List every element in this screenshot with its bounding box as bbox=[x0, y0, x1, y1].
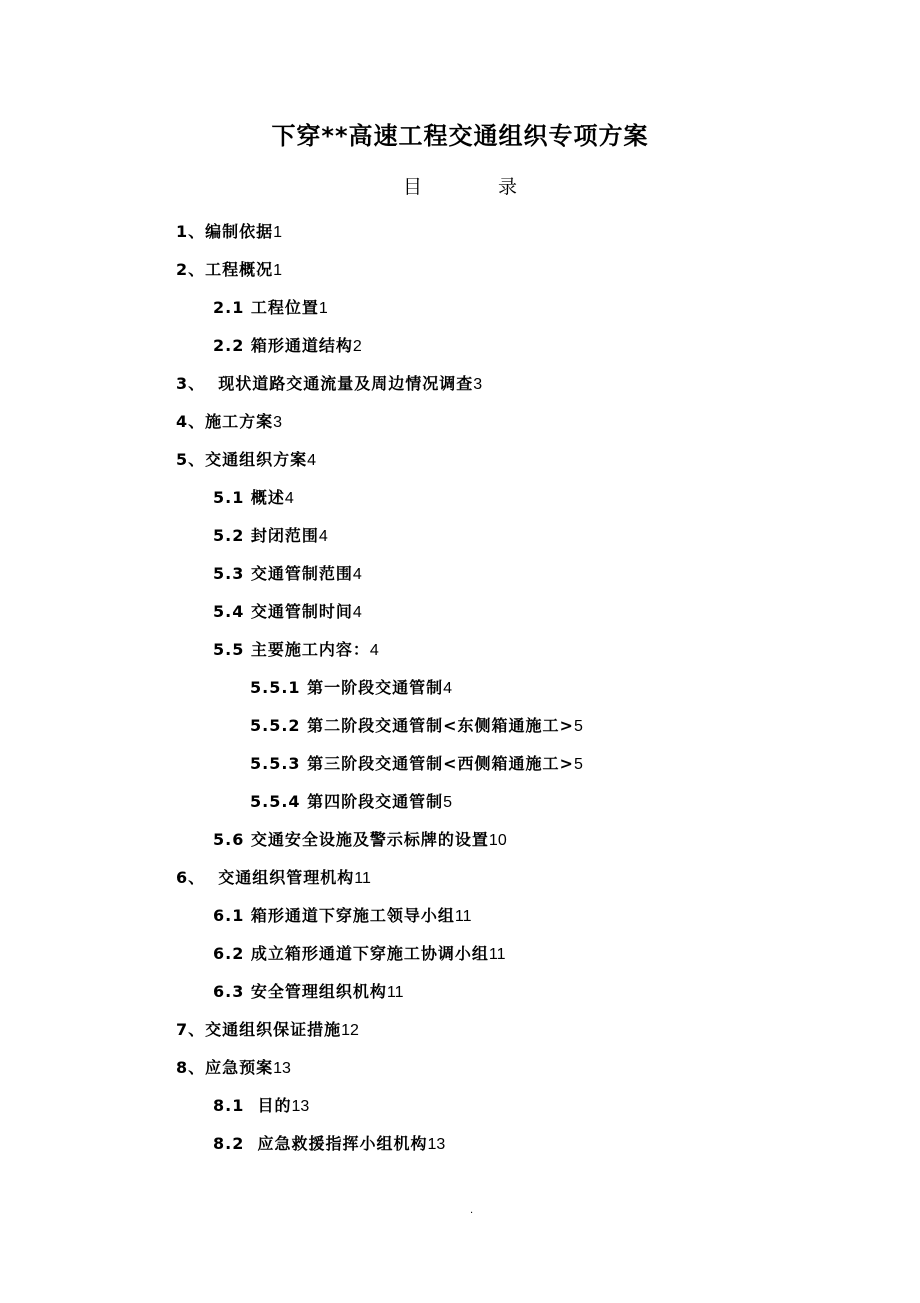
toc-entry[interactable] bbox=[0, 369, 920, 407]
toc-entry-title: 交通安全设施及警示标牌的设置 bbox=[244, 830, 489, 849]
toc-entry-page: 10 bbox=[488, 832, 507, 849]
toc-entry-page: 4 bbox=[352, 566, 362, 583]
toc-entry-page: 4 bbox=[307, 452, 317, 469]
toc-entry-number: 6.2 bbox=[213, 944, 245, 963]
toc-entry-title: 工程位置 bbox=[244, 298, 319, 317]
toc-entry[interactable] bbox=[0, 635, 920, 673]
toc-entry-title: 第一阶段交通管制 bbox=[300, 678, 444, 697]
toc-entry[interactable] bbox=[0, 407, 920, 445]
toc-entry-title: 概述 bbox=[244, 488, 285, 507]
toc-entry[interactable] bbox=[0, 977, 920, 1015]
toc-entry-number: 7、 bbox=[176, 1020, 206, 1039]
toc-entry-page: 1 bbox=[273, 224, 283, 241]
toc-entry[interactable] bbox=[0, 597, 920, 635]
toc-entry[interactable] bbox=[0, 255, 920, 293]
toc-entry-number: 5.2 bbox=[213, 526, 245, 545]
toc-entry-title: 应急救援指挥小组机构 bbox=[244, 1134, 428, 1153]
toc-entry[interactable] bbox=[0, 1129, 920, 1167]
toc-entry-page: 4 bbox=[443, 680, 453, 697]
toc-entry-page: 3 bbox=[273, 414, 283, 431]
toc-entry[interactable] bbox=[0, 863, 920, 901]
toc-entry-number: 6.3 bbox=[213, 982, 245, 1001]
toc-entry[interactable] bbox=[0, 939, 920, 977]
toc-entry[interactable] bbox=[0, 673, 920, 711]
toc-entry-number: 5.5 bbox=[213, 640, 245, 659]
toc-entry-number: 5.5.4 bbox=[250, 792, 301, 811]
toc-heading-char-2: 录 bbox=[498, 176, 518, 198]
toc-entry[interactable] bbox=[0, 1091, 920, 1129]
toc-entry-number: 4、 bbox=[176, 412, 206, 431]
toc-heading-char-1: 目 bbox=[402, 176, 422, 198]
toc-entry-number: 6、 bbox=[176, 868, 206, 887]
toc-entry-title: 施工方案 bbox=[205, 412, 274, 431]
toc-entry-number: 2.2 bbox=[213, 336, 245, 355]
toc-entry-title: 交通组织方案 bbox=[205, 450, 308, 469]
toc-entry-title: 交通组织保证措施 bbox=[205, 1020, 342, 1039]
footer-mark: . bbox=[470, 1205, 474, 1216]
toc-entry-title: 第四阶段交通管制 bbox=[300, 792, 444, 811]
toc-entry[interactable] bbox=[0, 901, 920, 939]
toc-entry-page: 4 bbox=[318, 528, 328, 545]
toc-entry-page: 12 bbox=[341, 1022, 359, 1039]
toc-entry-title: 编制依据 bbox=[205, 222, 274, 241]
toc-entry-page: 2 bbox=[352, 338, 362, 355]
toc-entry-title: 现状道路交通流量及周边情况调查 bbox=[205, 374, 474, 393]
toc-entry-page: 5 bbox=[443, 794, 453, 811]
toc-entry-number: 8.1 bbox=[213, 1096, 245, 1115]
toc-entry-page: 11 bbox=[488, 946, 506, 963]
toc-entry-page: 4 bbox=[284, 490, 294, 507]
toc-entry[interactable] bbox=[0, 445, 920, 483]
toc-entry-page: 11 bbox=[354, 870, 371, 887]
toc-entry-title: 应急预案 bbox=[205, 1058, 274, 1077]
toc-entry-title: 交通管制范围 bbox=[244, 564, 353, 583]
toc-entry-number: 2、 bbox=[176, 260, 206, 279]
toc-entry-page: 11 bbox=[386, 984, 404, 1001]
toc-entry[interactable] bbox=[0, 521, 920, 559]
toc-entry-number: 5.5.3 bbox=[250, 754, 301, 773]
toc-entry-number: 6.1 bbox=[213, 906, 245, 925]
toc-entry[interactable] bbox=[0, 787, 920, 825]
toc-entry-page: 13 bbox=[291, 1098, 310, 1115]
toc-entry-number: 1、 bbox=[176, 222, 206, 241]
toc-entry[interactable] bbox=[0, 483, 920, 521]
toc-list bbox=[0, 217, 920, 1167]
toc-entry-page: 3 bbox=[473, 376, 483, 393]
toc-entry-title: 第三阶段交通管制<西侧箱通施工> bbox=[300, 754, 574, 773]
toc-entry-page: 5 bbox=[573, 756, 583, 773]
toc-entry-page: 4 bbox=[369, 642, 379, 659]
toc-entry-title: 交通组织管理机构 bbox=[205, 868, 355, 887]
toc-entry-title: 交通管制时间 bbox=[244, 602, 353, 621]
toc-entry[interactable] bbox=[0, 825, 920, 863]
toc-entry-title: 安全管理组织机构 bbox=[244, 982, 387, 1001]
toc-entry-page: 5 bbox=[573, 718, 583, 735]
toc-entry-number: 8.2 bbox=[213, 1134, 245, 1153]
toc-entry[interactable] bbox=[0, 1015, 920, 1053]
toc-heading bbox=[0, 172, 920, 202]
toc-entry-title: 成立箱形通道下穿施工协调小组 bbox=[244, 944, 489, 963]
toc-entry-number: 5.4 bbox=[213, 602, 245, 621]
toc-entry-page: 4 bbox=[352, 604, 362, 621]
toc-entry-number: 5.1 bbox=[213, 488, 245, 507]
toc-entry-number: 5.5.2 bbox=[250, 716, 301, 735]
toc-entry[interactable] bbox=[0, 559, 920, 597]
toc-entry-number: 8、 bbox=[176, 1058, 206, 1077]
page-title: 下穿**高速工程交通组织专项方案 bbox=[271, 122, 649, 150]
toc-entry-title: 主要施工内容： bbox=[244, 640, 370, 659]
toc-entry-title: 箱形通道结构 bbox=[244, 336, 353, 355]
toc-entry[interactable] bbox=[0, 331, 920, 369]
toc-entry-page: 1 bbox=[318, 300, 328, 317]
toc-entry-page: 13 bbox=[273, 1060, 291, 1077]
toc-entry[interactable] bbox=[0, 711, 920, 749]
toc-entry-number: 2.1 bbox=[213, 298, 245, 317]
toc-entry[interactable] bbox=[0, 293, 920, 331]
toc-entry-title: 工程概况 bbox=[205, 260, 274, 279]
toc-entry-number: 3、 bbox=[176, 374, 206, 393]
toc-entry[interactable] bbox=[0, 1053, 920, 1091]
toc-entry-number: 5、 bbox=[176, 450, 206, 469]
toc-entry-number: 5.6 bbox=[213, 830, 245, 849]
toc-entry-page: 11 bbox=[454, 908, 472, 925]
toc-entry-number: 5.5.1 bbox=[250, 678, 301, 697]
toc-entry-title: 箱形通道下穿施工领导小组 bbox=[244, 906, 455, 925]
toc-entry-title: 封闭范围 bbox=[244, 526, 319, 545]
toc-entry-title: 第二阶段交通管制<东侧箱通施工> bbox=[300, 716, 574, 735]
toc-entry[interactable] bbox=[0, 749, 920, 787]
toc-entry-number: 5.3 bbox=[213, 564, 245, 583]
toc-entry-page: 13 bbox=[427, 1136, 446, 1153]
toc-entry-title: 目的 bbox=[244, 1096, 292, 1115]
toc-entry[interactable] bbox=[0, 217, 920, 255]
toc-entry-page: 1 bbox=[273, 262, 283, 279]
